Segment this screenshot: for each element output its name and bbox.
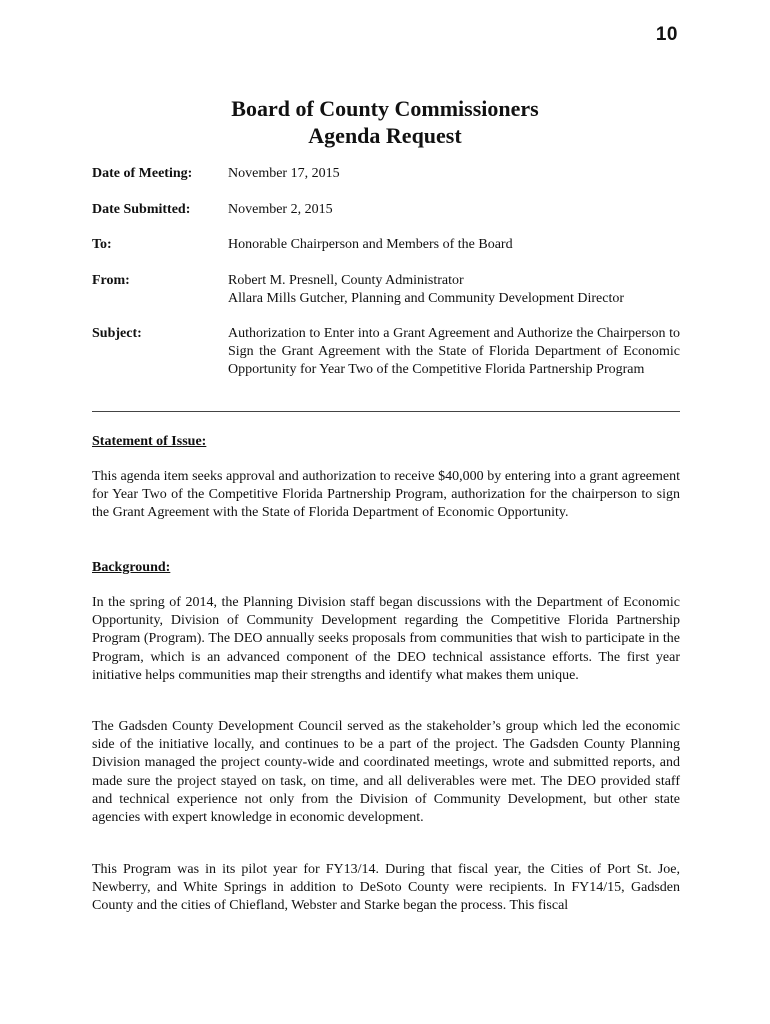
divider	[92, 411, 680, 412]
statement-of-issue-text: This agenda item seeks approval and authorization to receive $40,000 by entering into a grant agreement for Year Two of the Competitive Florida Partnership Program, authorization for the chairperson to sign the Grant Agreement with the State of Florida Department of Economic Opportunity.	[92, 469, 680, 521]
date-submitted-value: November 2, 2015	[228, 202, 333, 217]
background-paragraph-1: In the spring of 2014, the Planning Division staff began discussions with the Department of Economic Opportunity, Division of Community Development regarding the Competitive Florida Partnership Program (Program). The DEO annually seeks proposals from communities that wish to participate in the Program, which is an advanced component of the DEO technical assistance efforts. The first year initiative helps communities map their strengths and identify what makes them unique.	[92, 595, 680, 683]
background-paragraph-3: This Program was in its pilot year for FY13/14. During that fiscal year, the Cities of Port St. Joe, Newberry, and White Springs in addition to DeSoto County were recipients. In FY14/15, Gadsden County and the cities of Chiefland, Webster and Starke began the process. This fiscal	[92, 862, 680, 914]
date-of-meeting-value: November 17, 2015	[228, 166, 340, 181]
to-label: To:	[92, 237, 112, 252]
page-number: 10	[655, 24, 678, 45]
subject-value: Authorization to Enter into a Grant Agreement and Authorize the Chairperson to Sign the Grant Agreement with the State of Florida Department of Economic Opportunity for Year Two of the Competitive Florida Partnership Program	[228, 326, 680, 377]
from-line-2: Allara Mills Gutcher, Planning and Community Development Director	[228, 291, 625, 306]
from-line-1: Robert M. Presnell, County Administrator	[228, 273, 464, 288]
date-of-meeting-label: Date of Meeting:	[92, 166, 193, 181]
title-line-2: Agenda Request	[308, 123, 462, 148]
document-title	[0, 95, 770, 149]
to-value: Honorable Chairperson and Members of the Board	[228, 237, 513, 252]
from-value	[228, 272, 680, 308]
background-paragraph-2: The Gadsden County Development Council served as the stakeholder’s group which led the economic side of the initiative locally, and continues to be a part of the project. The Gadsden County Planning Division managed the project county-wide and coordinated meetings, wrote and submitted reports, and made sure the project stayed on task, on time, and all deliverables were met. The DEO provided staff and technical experience not only from the Division of Community Development, but other state agencies with expert knowledge in economic development.	[92, 719, 680, 826]
subject-label: Subject:	[92, 326, 142, 341]
date-submitted-label: Date Submitted:	[92, 202, 191, 217]
title-line-1: Board of County Commissioners	[231, 96, 539, 121]
statement-of-issue-heading: Statement of Issue:	[92, 434, 207, 449]
background-heading: Background:	[92, 560, 171, 575]
from-label: From:	[92, 273, 130, 288]
